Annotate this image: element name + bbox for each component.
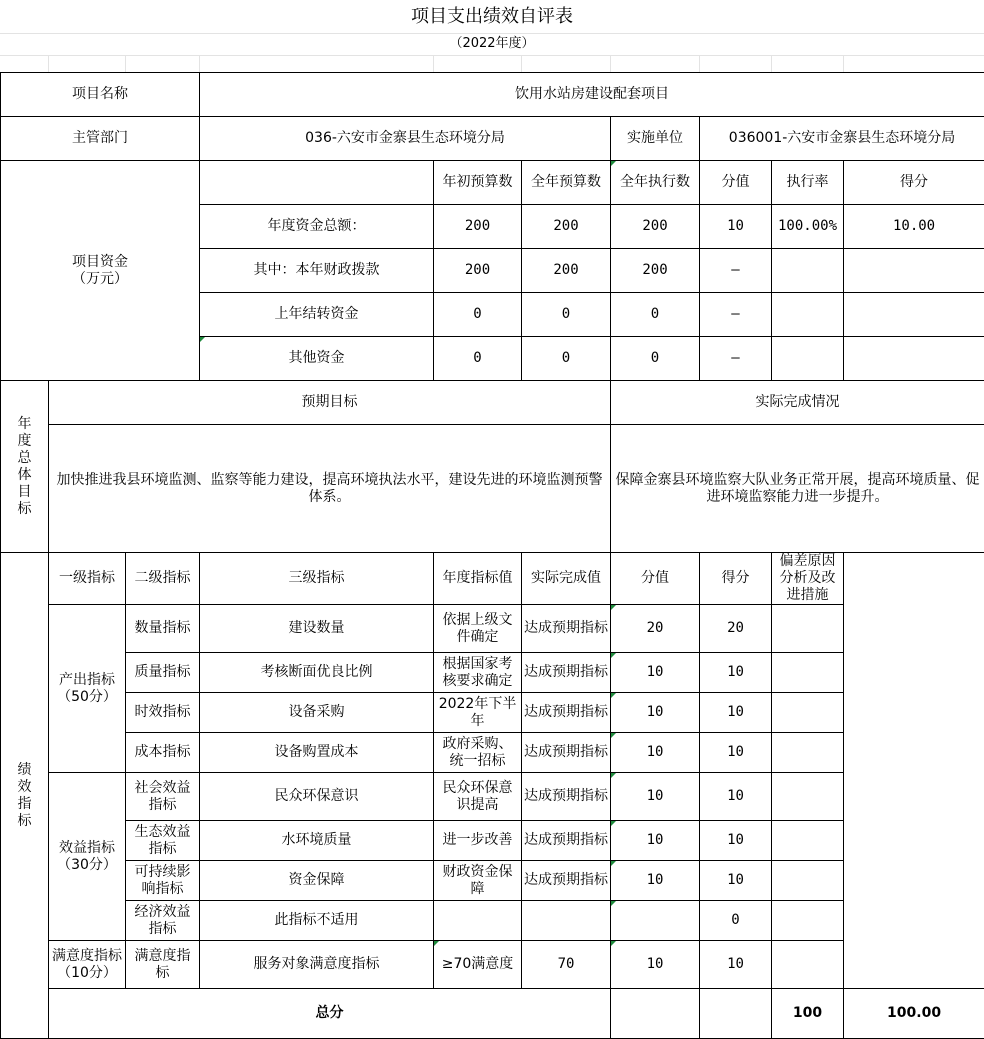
perf-l3: 设备购置成本 [200, 733, 434, 773]
funds-header-annual: 全年预算数 [522, 161, 611, 205]
perf-deviation [772, 773, 844, 821]
perf-deviation [772, 605, 844, 653]
perf-l2: 时效指标 [126, 693, 200, 733]
perf-actual: 达成预期指标 [522, 821, 611, 861]
funds-cell: 200 [611, 249, 700, 293]
perf-l2: 成本指标 [126, 733, 200, 773]
perf-l2: 社会效益指标 [126, 773, 200, 821]
funds-cell: — [700, 249, 772, 293]
perf-label: 绩效指标 [17, 762, 33, 830]
funds-row-label: 其他资金 [200, 337, 434, 381]
funds-cell: — [700, 337, 772, 381]
perf-score: 10 [700, 653, 772, 693]
perf-target: 依据上级文件确定 [434, 605, 522, 653]
funds-row-label: 年度资金总额： [200, 205, 434, 249]
funds-header-executed: 全年执行数 [611, 161, 700, 205]
total-row [1, 989, 984, 1039]
perf-row [1, 861, 984, 901]
funds-header-blank [200, 161, 434, 205]
perf-score-value: 10 [611, 861, 700, 901]
perf-header: 一级指标 [49, 553, 126, 605]
perf-target: 政府采购、统一招标 [434, 733, 522, 773]
perf-header: 得分 [700, 553, 772, 605]
perf-target [434, 901, 522, 941]
perf-l3: 资金保障 [200, 861, 434, 901]
perf-header: 分值 [611, 553, 700, 605]
perf-deviation [772, 821, 844, 861]
total-score-value: 100 [772, 989, 844, 1039]
funds-cell: 200 [434, 205, 522, 249]
perf-deviation [772, 693, 844, 733]
perf-row [1, 653, 984, 693]
perf-row [1, 693, 984, 733]
funds-header-initial: 年初预算数 [434, 161, 522, 205]
perf-actual [522, 901, 611, 941]
perf-deviation [772, 653, 844, 693]
perf-row [1, 605, 984, 653]
dept-label: 主管部门 [1, 117, 200, 161]
perf-score: 10 [700, 941, 772, 989]
funds-cell: 100.00% [772, 205, 844, 249]
perf-l3: 设备采购 [200, 693, 434, 733]
perf-target: 民众环保意识提高 [434, 773, 522, 821]
project-name-row [1, 73, 984, 117]
perf-l3: 考核断面优良比例 [200, 653, 434, 693]
report-year: （2022年度） [0, 34, 984, 54]
perf-l2: 满意度指标 [126, 941, 200, 989]
funds-cell: 0 [434, 293, 522, 337]
perf-score-value: 10 [611, 821, 700, 861]
funds-cell: — [700, 293, 772, 337]
funds-cell: 0 [611, 293, 700, 337]
funds-cell [772, 249, 844, 293]
dept-value: 036-六安市金寨县生态环境分局 [200, 117, 611, 161]
perf-target: 财政资金保障 [434, 861, 522, 901]
goals-actual-text: 保障金寨县环境监察大队业务正常开展，提高环境质量、促进环境监察能力进一步提升。 [611, 425, 984, 553]
perf-label-cell [1, 553, 49, 1039]
perf-header: 二级指标 [126, 553, 200, 605]
perf-header: 偏差原因分析及改进措施 [772, 553, 844, 605]
funds-cell: 10 [700, 205, 772, 249]
perf-row [1, 773, 984, 821]
funds-cell [844, 337, 984, 381]
funds-cell: 200 [434, 249, 522, 293]
funds-label: 项目资金 （万元） [1, 161, 200, 381]
perf-target: 根据国家考核要求确定 [434, 653, 522, 693]
perf-actual: 达成预期指标 [522, 861, 611, 901]
perf-score-value: 20 [611, 605, 700, 653]
perf-l2: 经济效益指标 [126, 901, 200, 941]
funds-cell: 0 [434, 337, 522, 381]
goals-actual-label: 实际完成情况 [611, 381, 984, 425]
funds-header-rate: 执行率 [772, 161, 844, 205]
funds-cell: 200 [611, 205, 700, 249]
goals-content-row [1, 425, 984, 553]
perf-actual: 达成预期指标 [522, 605, 611, 653]
perf-deviation [772, 941, 844, 989]
perf-l3: 水环境质量 [200, 821, 434, 861]
perf-header: 三级指标 [200, 553, 434, 605]
perf-actual: 70 [522, 941, 611, 989]
perf-header: 年度指标值 [434, 553, 522, 605]
perf-group-satisfaction: 满意度指标（10分） [49, 941, 126, 989]
impl-value: 036001-六安市金寨县生态环境分局 [700, 117, 984, 161]
perf-target: 2022年下半年 [434, 693, 522, 733]
goals-label-cell [1, 381, 49, 553]
perf-score: 10 [700, 821, 772, 861]
perf-group-output: 产出指标 （50分） [49, 605, 126, 773]
total-score: 100.00 [844, 989, 984, 1039]
total-blank [700, 989, 772, 1039]
impl-label: 实施单位 [611, 117, 700, 161]
perf-row [1, 821, 984, 861]
perf-score-value [611, 901, 700, 941]
self-evaluation-table [0, 72, 984, 1039]
funds-header-score-value: 分值 [700, 161, 772, 205]
perf-score-value: 10 [611, 733, 700, 773]
perf-deviation [772, 901, 844, 941]
total-blank [611, 989, 700, 1039]
funds-cell: 200 [522, 249, 611, 293]
funds-cell [844, 293, 984, 337]
funds-cell: 0 [611, 337, 700, 381]
goals-label: 年度总体目标 [17, 416, 33, 518]
goals-expected-label: 预期目标 [49, 381, 611, 425]
funds-cell: 200 [522, 205, 611, 249]
perf-l2: 生态效益指标 [126, 821, 200, 861]
perf-header: 实际完成值 [522, 553, 611, 605]
funds-cell: 0 [522, 293, 611, 337]
perf-l2: 可持续影响指标 [126, 861, 200, 901]
funds-header-score: 得分 [844, 161, 984, 205]
total-label: 总分 [49, 989, 611, 1039]
perf-score: 10 [700, 773, 772, 821]
perf-actual: 达成预期指标 [522, 773, 611, 821]
report-title: 项目支出绩效自评表 [0, 0, 984, 32]
perf-deviation [772, 861, 844, 901]
perf-score-value: 10 [611, 693, 700, 733]
perf-actual: 达成预期指标 [522, 653, 611, 693]
funds-cell [772, 337, 844, 381]
perf-l3: 此指标不适用 [200, 901, 434, 941]
perf-actual: 达成预期指标 [522, 733, 611, 773]
perf-score: 0 [700, 901, 772, 941]
perf-score: 10 [700, 861, 772, 901]
perf-score: 10 [700, 733, 772, 773]
perf-l3: 建设数量 [200, 605, 434, 653]
perf-header-row [1, 553, 984, 605]
perf-row [1, 733, 984, 773]
funds-cell: 10.00 [844, 205, 984, 249]
project-name-label: 项目名称 [1, 73, 200, 117]
perf-l3: 服务对象满意度指标 [200, 941, 434, 989]
perf-l2: 数量指标 [126, 605, 200, 653]
funds-row-label: 其中：本年财政拨款 [200, 249, 434, 293]
funds-header-row [1, 161, 984, 205]
project-name-value: 饮用水站房建设配套项目 [200, 73, 984, 117]
funds-cell: 0 [522, 337, 611, 381]
perf-l3: 民众环保意识 [200, 773, 434, 821]
goals-header-row [1, 381, 984, 425]
perf-row [1, 941, 984, 989]
perf-row [1, 901, 984, 941]
funds-cell [844, 249, 984, 293]
perf-score: 20 [700, 605, 772, 653]
funds-cell [772, 293, 844, 337]
perf-target: 进一步改善 [434, 821, 522, 861]
perf-deviation [772, 733, 844, 773]
funds-row-label: 上年结转资金 [200, 293, 434, 337]
perf-target: ≥70满意度 [434, 941, 522, 989]
perf-score-value: 10 [611, 773, 700, 821]
goals-expected-text: 加快推进我县环境监测、监察等能力建设，提高环境执法水平，建设先进的环境监测预警体系。 [49, 425, 611, 553]
perf-group-benefit: 效益指标 （30分） [49, 773, 126, 941]
perf-actual: 达成预期指标 [522, 693, 611, 733]
perf-score: 10 [700, 693, 772, 733]
perf-score-value: 10 [611, 653, 700, 693]
department-row [1, 117, 984, 161]
perf-l2: 质量指标 [126, 653, 200, 693]
perf-score-value: 10 [611, 941, 700, 989]
